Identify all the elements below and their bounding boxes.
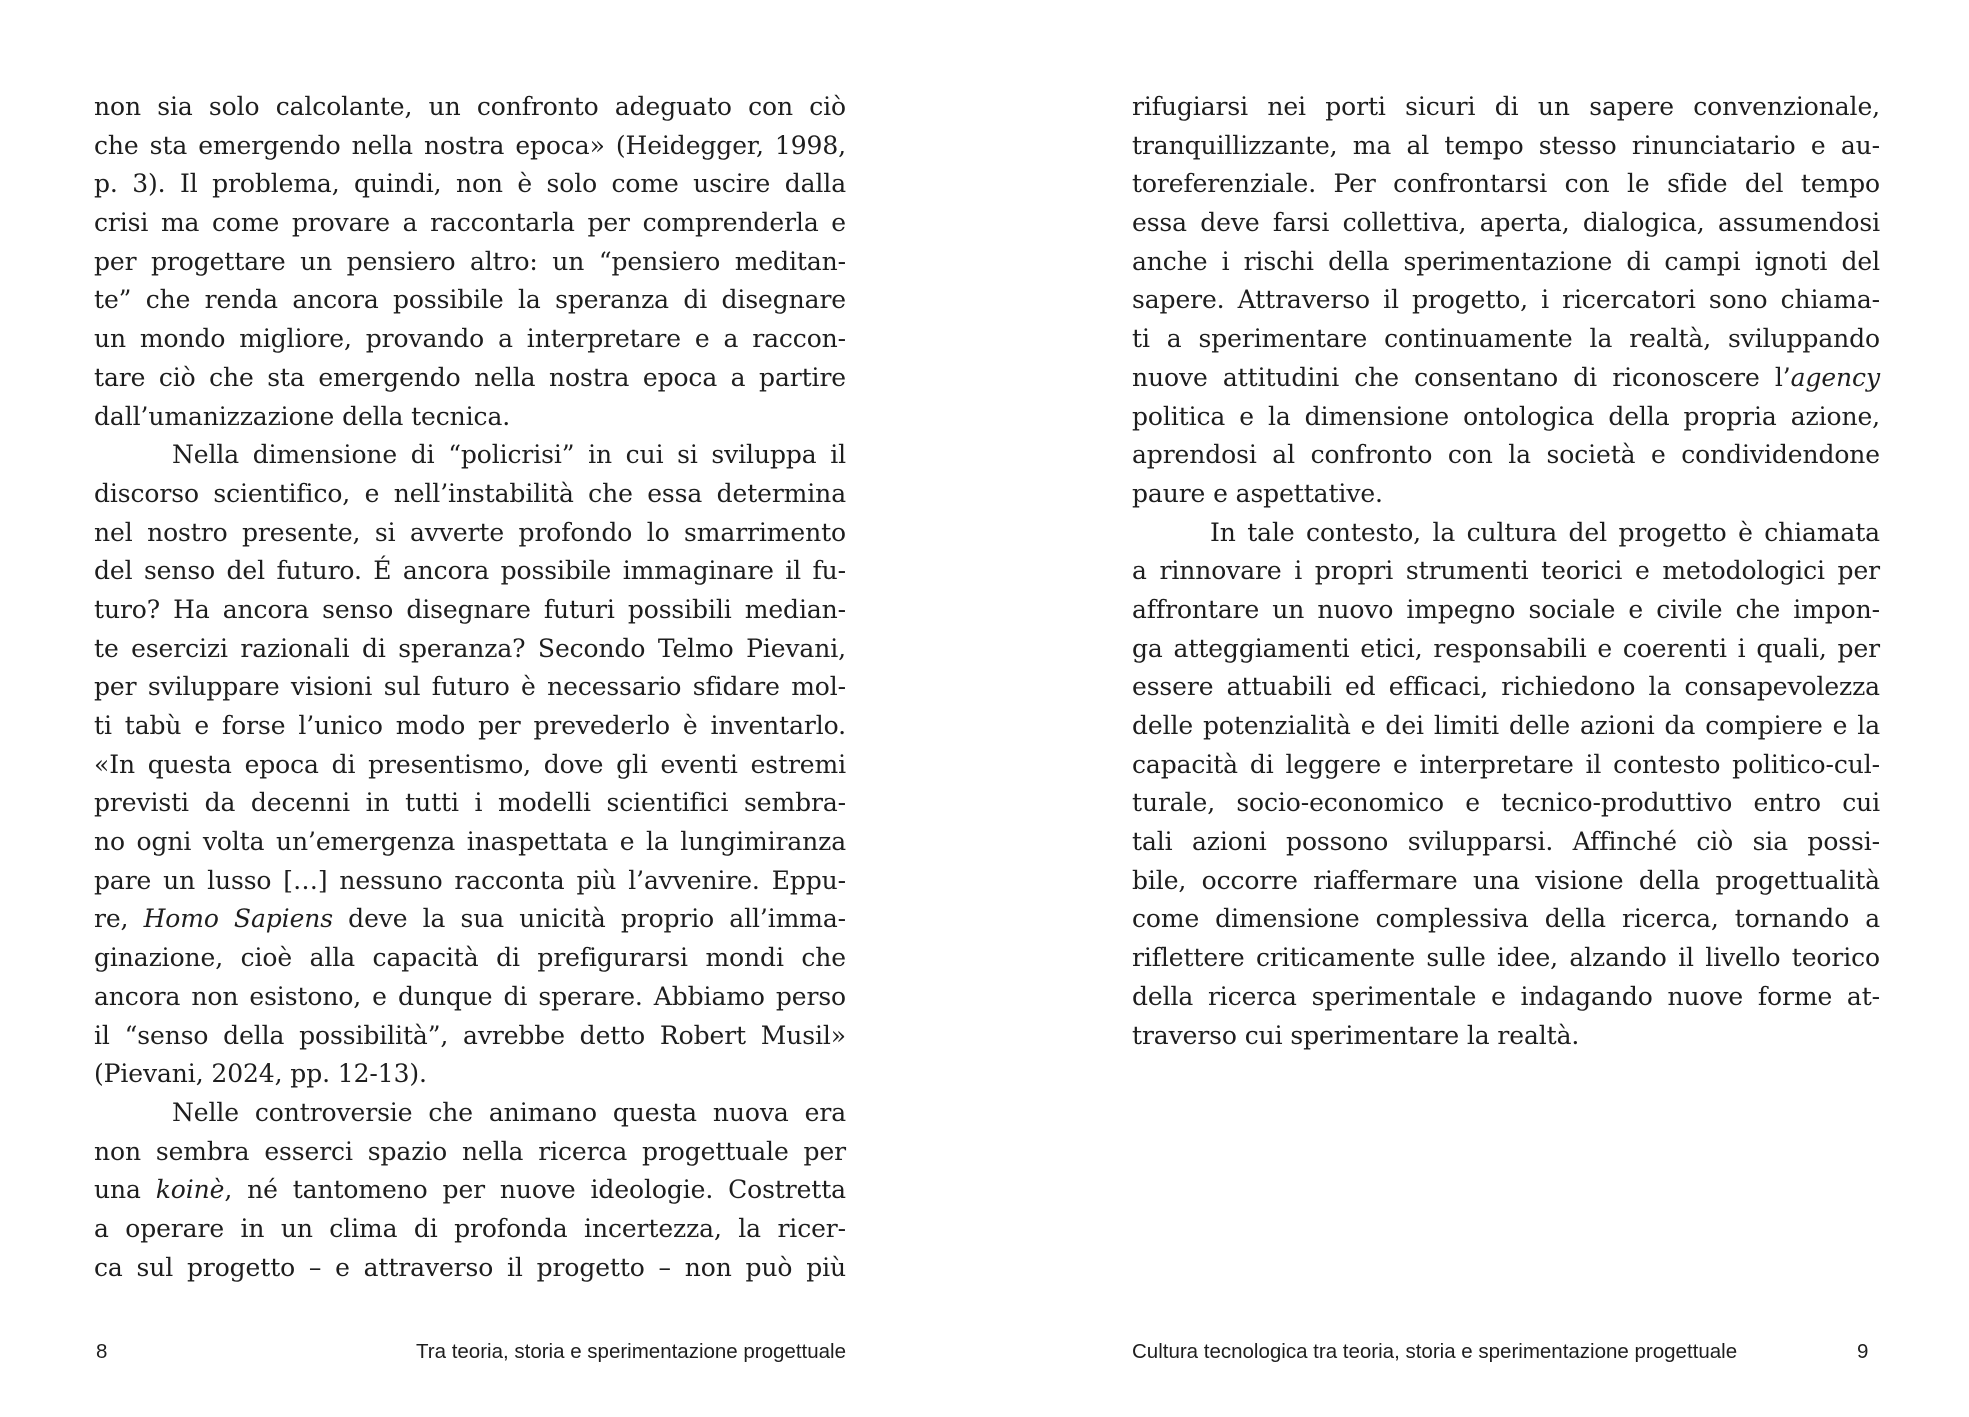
text-segment: , né tantomeno per nuove ideologie. Costretta (224, 1175, 846, 1205)
text-line (94, 823, 846, 862)
text-segment: per progettare un pensiero altro: un “pensiero meditan- (94, 246, 846, 276)
text-segment: capacità di leggere e interpretare il contesto politico-cul- (1132, 749, 1880, 779)
text-line (94, 436, 846, 475)
text-line (94, 1249, 846, 1288)
text-line (94, 359, 846, 398)
text-line (94, 1210, 846, 1249)
text-line (1132, 552, 1880, 591)
text-line (1132, 359, 1880, 398)
text-line (1132, 746, 1880, 785)
text-segment: che sta emergendo nella nostra epoca» (Heidegger, 1998, (94, 130, 846, 160)
text-line (1132, 630, 1880, 669)
text-line (1132, 1017, 1880, 1056)
text-line (94, 1055, 846, 1094)
text-segment: anche i rischi della sperimentazione di campi ignoti del (1132, 246, 1880, 276)
text-segment: a rinnovare i propri strumenti teorici e metodologici per (1132, 556, 1880, 586)
text-line (1132, 862, 1880, 901)
page-number-left: 8 (96, 1340, 108, 1363)
text-segment: ginazione, cioè alla capacità di prefigurarsi mondi che (94, 943, 846, 973)
text-line (94, 1171, 846, 1210)
right-body-text (1132, 88, 1880, 1055)
text-segment: Nelle controversie che animano questa nuova era (172, 1097, 846, 1127)
text-segment: In tale contesto, la cultura del progetto è chiamata (1210, 517, 1880, 547)
text-line (1132, 436, 1880, 475)
text-segment: il “senso della possibilità”, avrebbe detto Robert Musil» (94, 1020, 846, 1050)
text-line (94, 475, 846, 514)
text-segment: riflettere criticamente sulle idee, alzando il livello teorico (1132, 943, 1880, 973)
text-line (1132, 978, 1880, 1017)
text-segment: tare ciò che sta emergendo nella nostra epoca a partire (94, 362, 846, 392)
text-segment: dall’umanizzazione della tecnica. (94, 401, 511, 431)
text-line (94, 281, 846, 320)
text-line (1132, 939, 1880, 978)
text-line (94, 320, 846, 359)
text-segment: un mondo migliore, provando a interpretare e a raccon- (94, 324, 846, 354)
text-line (94, 784, 846, 823)
text-segment: affrontare un nuovo impegno sociale e civile che impon- (1132, 594, 1880, 624)
text-segment: aprendosi al confronto con la società e condividendone (1132, 440, 1880, 470)
text-segment: discorso scientifico, e nell’instabilità che essa determina (94, 478, 846, 508)
text-line (1132, 281, 1880, 320)
text-line (1132, 707, 1880, 746)
text-segment: deve la sua unicità proprio all’imma- (333, 904, 846, 934)
text-segment: nel nostro presente, si avverte profondo lo smarrimento (94, 517, 846, 547)
text-segment: a operare in un clima di profonda incertezza, la ricer- (94, 1213, 846, 1243)
text-line (1132, 514, 1880, 553)
text-line (1132, 668, 1880, 707)
page-number-right: 9 (1857, 1340, 1869, 1363)
italic-text: agency (1790, 362, 1880, 392)
text-segment: ga atteggiamenti etici, responsabili e coerenti i quali, per (1132, 633, 1880, 663)
text-line (94, 127, 846, 166)
text-line (94, 1017, 846, 1056)
text-segment: paure e aspettative. (1132, 478, 1383, 508)
running-header-left: Tra teoria, storia e sperimentazione progettuale (416, 1340, 846, 1363)
text-line (1132, 900, 1880, 939)
text-segment: non sembra esserci spazio nella ricerca progettuale per (94, 1136, 846, 1166)
text-segment: bile, occorre riaffermare una visione della progettualità (1132, 865, 1880, 895)
text-line (1132, 127, 1880, 166)
text-segment: rifugiarsi nei porti sicuri di un sapere convenzionale, (1132, 92, 1880, 121)
text-segment: del senso del futuro. É ancora possibile immaginare il fu- (94, 556, 846, 586)
text-segment: non sia solo calcolante, un confronto adeguato con ciò (94, 92, 846, 121)
text-line (1132, 784, 1880, 823)
text-segment: sapere. Attraverso il progetto, i ricercatori sono chiama- (1132, 285, 1880, 315)
running-header-right: Cultura tecnologica tra teoria, storia e sperimentazione progettuale (1132, 1340, 1738, 1363)
text-segment: re, (94, 904, 144, 934)
text-line (94, 668, 846, 707)
text-line (94, 939, 846, 978)
text-segment: politica e la dimensione ontologica della propria azione, (1132, 401, 1880, 431)
text-segment: «In questa epoca di presentismo, dove gli eventi estremi (94, 749, 846, 779)
italic-text: Homo Sapiens (143, 904, 333, 934)
text-line (1132, 243, 1880, 282)
text-line (94, 165, 846, 204)
text-segment: p. 3). Il problema, quindi, non è solo come uscire dalla (94, 169, 846, 199)
text-segment: ancora non esistono, e dunque di sperare. Abbiamo perso (94, 981, 846, 1011)
text-line (1132, 320, 1880, 359)
text-line (1132, 475, 1880, 514)
text-line (94, 591, 846, 630)
text-segment: tali azioni possono svilupparsi. Affinché ciò sia possi- (1132, 827, 1880, 857)
text-segment: essere attuabili ed efficaci, richiedono la consapevolezza (1132, 672, 1880, 702)
left-page (0, 0, 984, 1417)
text-segment: te” che renda ancora possibile la speranza di disegnare (94, 285, 846, 315)
text-segment: (Pievani, 2024, pp. 12-13). (94, 1059, 427, 1089)
text-line (94, 746, 846, 785)
text-line (94, 552, 846, 591)
text-line (94, 707, 846, 746)
text-segment: come dimensione complessiva della ricerca, tornando a (1132, 904, 1880, 934)
text-line (1132, 88, 1880, 127)
text-segment: delle potenzialità e dei limiti delle azioni da compiere e la (1132, 711, 1880, 740)
text-line (94, 514, 846, 553)
left-body-text (94, 88, 846, 1287)
text-line (1132, 204, 1880, 243)
text-line (1132, 591, 1880, 630)
text-line (94, 900, 846, 939)
text-line (94, 978, 846, 1017)
text-segment: pare un lusso […] nessuno racconta più l’avvenire. Eppu- (94, 865, 846, 895)
text-line (94, 630, 846, 669)
text-line (94, 1094, 846, 1133)
text-segment: turo? Ha ancora senso disegnare futuri possibili median- (94, 594, 846, 624)
text-line (1132, 823, 1880, 862)
text-segment: ca sul progetto – e attraverso il progetto – non può più (94, 1252, 846, 1282)
text-segment: nuove attitudini che consentano di riconoscere l’ (1132, 362, 1791, 392)
text-line (94, 862, 846, 901)
text-segment: tranquillizzante, ma al tempo stesso rinunciatario e au- (1132, 130, 1880, 160)
text-line (94, 204, 846, 243)
text-segment: turale, socio-economico e tecnico-produttivo entro cui (1132, 788, 1880, 818)
text-segment: traverso cui sperimentare la realtà. (1132, 1020, 1580, 1050)
text-segment: previsti da decenni in tutti i modelli scientifici sembra- (94, 788, 846, 818)
italic-text: koinè (155, 1175, 225, 1205)
right-page (984, 0, 1969, 1417)
text-line (1132, 165, 1880, 204)
text-segment: toreferenziale. Per confrontarsi con le sfide del tempo (1132, 169, 1880, 199)
text-line (94, 88, 846, 127)
text-segment: una (94, 1175, 156, 1205)
text-segment: Nella dimensione di “policrisi” in cui si sviluppa il (172, 440, 846, 470)
text-segment: crisi ma come provare a raccontarla per comprenderla e (94, 208, 846, 238)
text-line (94, 398, 846, 437)
text-segment: te esercizi razionali di speranza? Secondo Telmo Pievani, (94, 633, 846, 663)
text-segment: per sviluppare visioni sul futuro è necessario sfidare mol- (94, 672, 846, 702)
text-segment: della ricerca sperimentale e indagando nuove forme at- (1132, 981, 1880, 1011)
text-segment: ti tabù e forse l’unico modo per prevederlo è inventarlo. (94, 711, 846, 740)
text-line (1132, 398, 1880, 437)
text-line (94, 1133, 846, 1172)
text-segment: ti a sperimentare continuamente la realtà, sviluppando (1132, 324, 1880, 354)
text-line (94, 243, 846, 282)
text-segment: no ogni volta un’emergenza inaspettata e la lungimiranza (94, 827, 846, 857)
text-segment: essa deve farsi collettiva, aperta, dialogica, assumendosi (1132, 208, 1880, 238)
